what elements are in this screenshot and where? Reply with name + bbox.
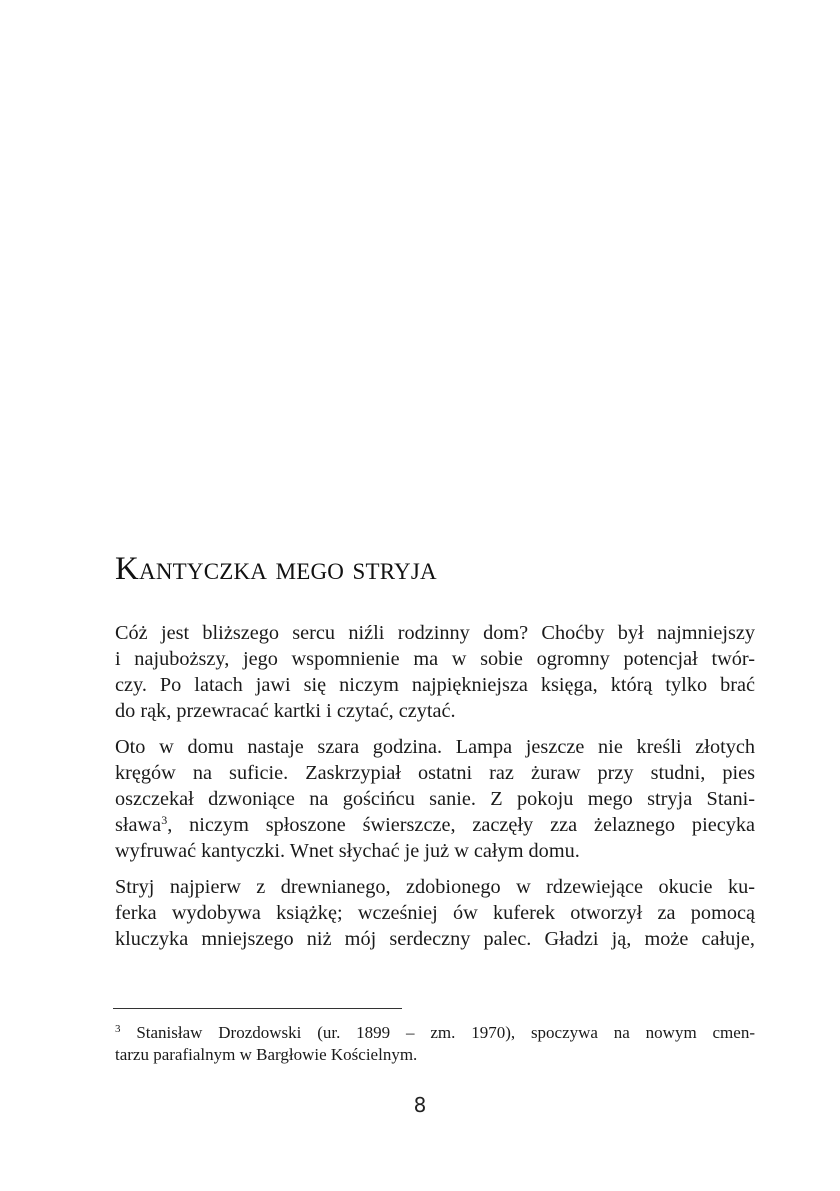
footnote-line: tarzu parafialnym w Bargłowie Kościelnym. bbox=[115, 1045, 418, 1064]
text-line: kręgów na suficie. Zaskrzypiał ostatni raz żuraw przy studni, pies bbox=[115, 762, 755, 784]
text-line: i najuboższy, jego wspomnienie ma w sobie ogromny potencjał twór- bbox=[115, 648, 755, 670]
text-line: do rąk, przewracać kartki i czytać, czytać. bbox=[115, 700, 456, 722]
text-line: Oto w domu nastaje szara godzina. Lampa jeszcze nie kreśli złotych bbox=[115, 736, 755, 758]
text-line-with-footnote bbox=[115, 812, 755, 838]
text-line: ferka wydobywa książkę; wcześniej ów kuferek otworzył za pomocą bbox=[115, 902, 755, 924]
footnote-line bbox=[115, 1022, 755, 1044]
text-fragment: sława bbox=[115, 814, 162, 836]
paragraph-1 bbox=[115, 620, 755, 724]
text-line: wyfruwać kantyczki. Wnet słychać je już w całym domu. bbox=[115, 840, 580, 862]
footnote-separator bbox=[113, 1008, 402, 1009]
paragraph-2 bbox=[115, 734, 755, 864]
text-fragment: , niczym spłoszone świerszcze, zaczęły zza żelaznego piecyka bbox=[167, 814, 755, 836]
page-number: 8 bbox=[413, 1093, 427, 1117]
text-line: Cóż jest bliższego sercu niźli rodzinny dom? Choćby był najmniejszy bbox=[115, 622, 755, 644]
text-line: Stryj najpierw z drewnianego, zdobionego w rdzewiejące okucie ku- bbox=[115, 876, 755, 898]
footnote-reference[interactable]: 3 bbox=[161, 813, 168, 827]
text-line: kluczyka mniejszego niż mój serdeczny palec. Gładzi ją, może całuje, bbox=[115, 928, 755, 950]
text-line: czy. Po latach jawi się niczym najpiękniejsza księga, którą tylko brać bbox=[115, 674, 755, 696]
footnote-marker: 3 bbox=[115, 1023, 121, 1035]
body-text bbox=[115, 620, 755, 962]
text-fragment: Stanisław Drozdowski (ur. 1899 – zm. 1970), spoczywa na nowym cmen- bbox=[120, 1023, 755, 1042]
paragraph-3 bbox=[115, 874, 755, 952]
text-line: oszczekał dzwoniące na gościńcu sanie. Z pokoju mego stryja Stani- bbox=[115, 788, 755, 810]
chapter-title: Kantyczka mego stryja bbox=[115, 551, 437, 587]
footnote bbox=[115, 1022, 755, 1066]
